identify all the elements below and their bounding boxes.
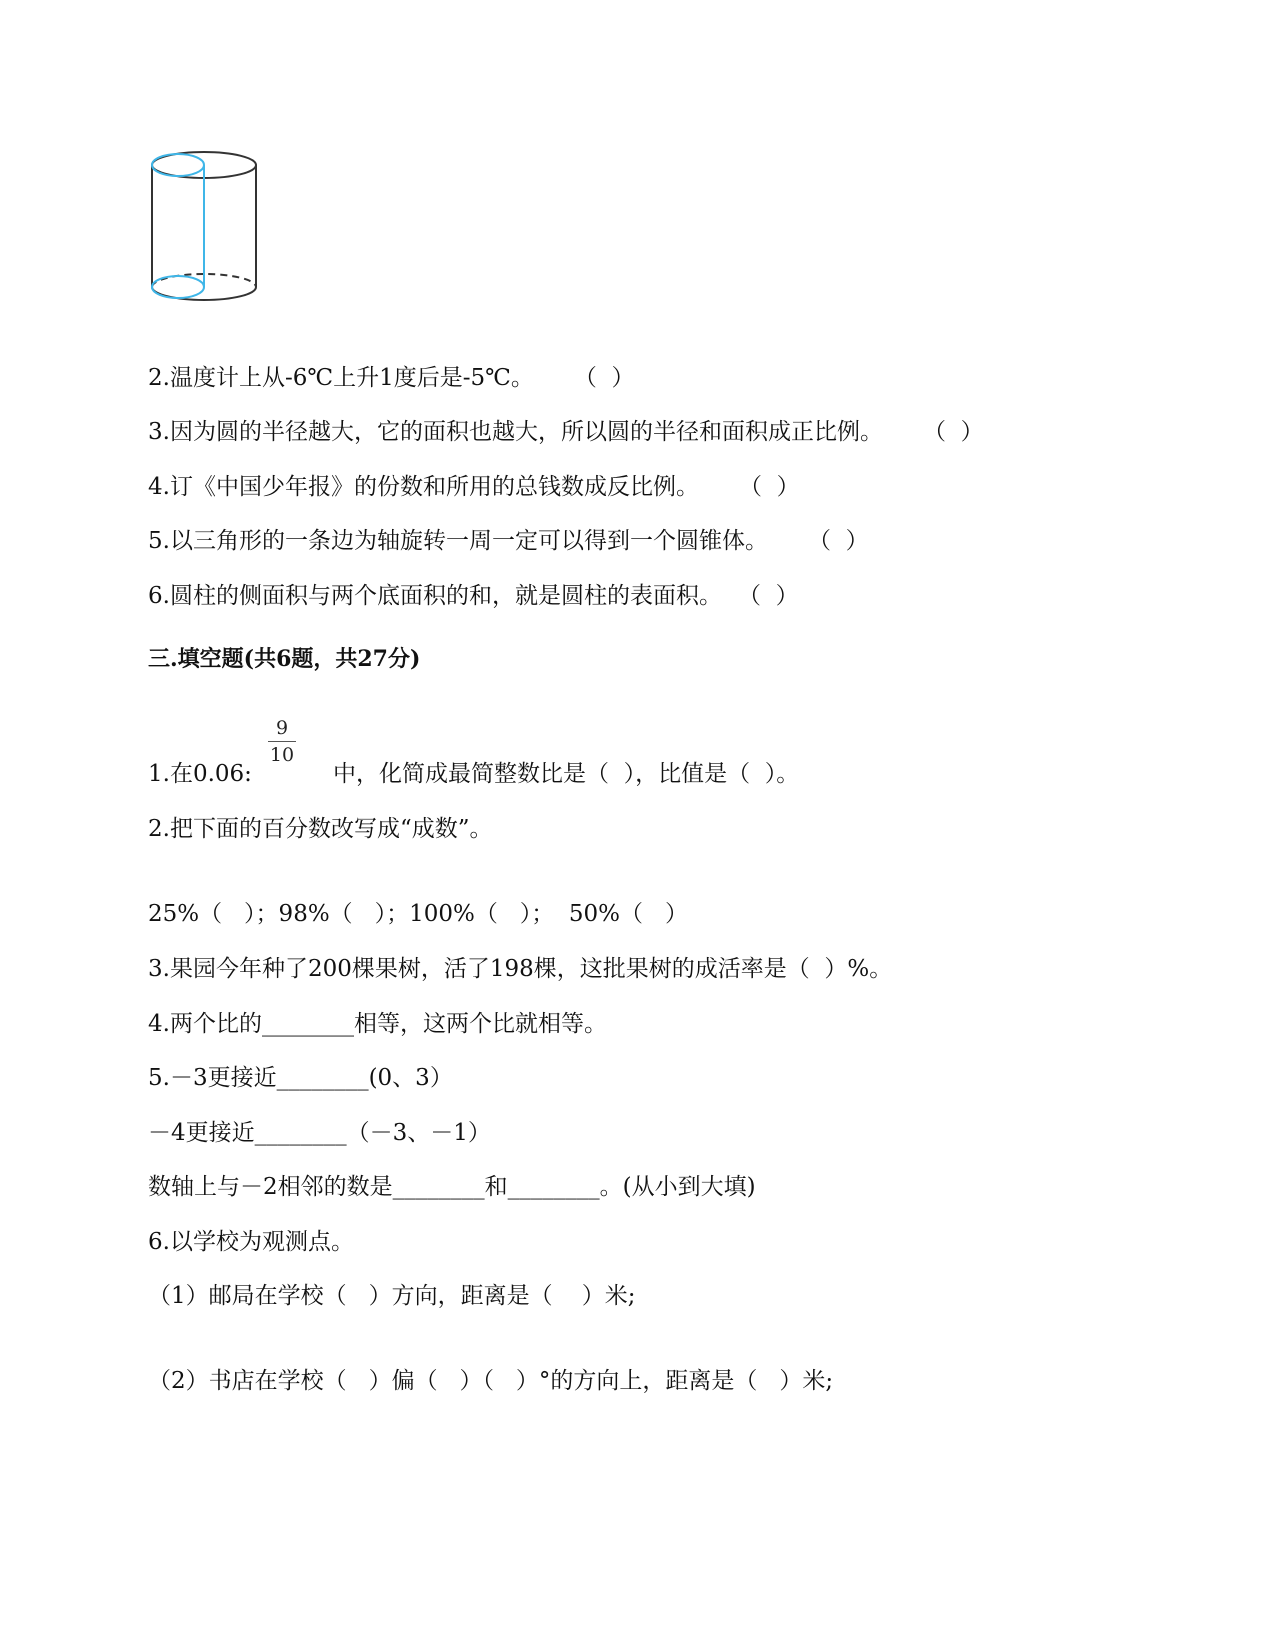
- fraction-numerator: 9: [275, 717, 289, 739]
- cylinder-figure: [148, 148, 268, 313]
- fill-item-2-answers[interactable]: 25%（ ）；98%（ ）；100%（ ）； 50%（ ）: [148, 901, 688, 927]
- fraction-bar: [268, 741, 296, 742]
- judgement-item-4: 4.订《中国少年报》的份数和所用的总钱数成反比例。 （ ）: [148, 474, 800, 500]
- fill-item-2: 2.把下面的百分数改写成“成数”。: [148, 816, 493, 842]
- judgement-item-2: 2.温度计上从-6℃上升1度后是-5℃。 （ ）: [148, 365, 635, 391]
- fill-item-6-2: （2）书店在学校（ ）偏（ ）（ ）°的方向上，距离是（ ）米;: [148, 1368, 834, 1394]
- judgement-item-6: 6.圆柱的侧面积与两个底面积的和，就是圆柱的表面积。 （ ）: [148, 583, 799, 609]
- judgement-item-3: 3.因为圆的半径越大，它的面积也越大，所以圆的半径和面积成正比例。 （ ）: [148, 419, 984, 445]
- answer-parentheses[interactable]: （ ）: [738, 474, 800, 500]
- fill-item-6: 6.以学校为观测点。: [148, 1229, 354, 1255]
- answer-parentheses[interactable]: （ ）: [922, 419, 984, 445]
- section-title: 三.填空题(共6题，共27分): [148, 646, 421, 672]
- answer-parentheses[interactable]: （ ）: [737, 583, 799, 609]
- fraction-denominator: 10: [269, 744, 295, 766]
- fill-item-4: 4.两个比的________相等，这两个比就相等。: [148, 1011, 607, 1037]
- fill-item-5c: 数轴上与－2相邻的数是________和________。(从小到大填): [148, 1174, 756, 1200]
- fraction-nine-tenths: [268, 716, 296, 767]
- fill-item-3: 3.果园今年种了200棵果树，活了198棵，这批果树的成活率是（ ）%。: [148, 956, 893, 982]
- judgement-item-5: 5.以三角形的一条边为轴旋转一周一定可以得到一个圆锥体。 （ ）: [148, 528, 869, 554]
- fill-item-5b: －4更接近________（－3、－1）: [148, 1120, 491, 1146]
- fill-item-1: 1.在0.06:: [148, 761, 252, 787]
- fill-item-1-suffix: 中，化简成最简整数比是（ ），比值是（ ）。: [333, 761, 800, 787]
- fill-item-5a: 5.－3更接近________(0、3）: [148, 1065, 453, 1091]
- answer-parentheses[interactable]: （ ）: [573, 365, 635, 391]
- answer-parentheses[interactable]: （ ）: [807, 528, 869, 554]
- fill-item-6-1: （1）邮局在学校（ ）方向，距离是（ ）米;: [148, 1283, 636, 1309]
